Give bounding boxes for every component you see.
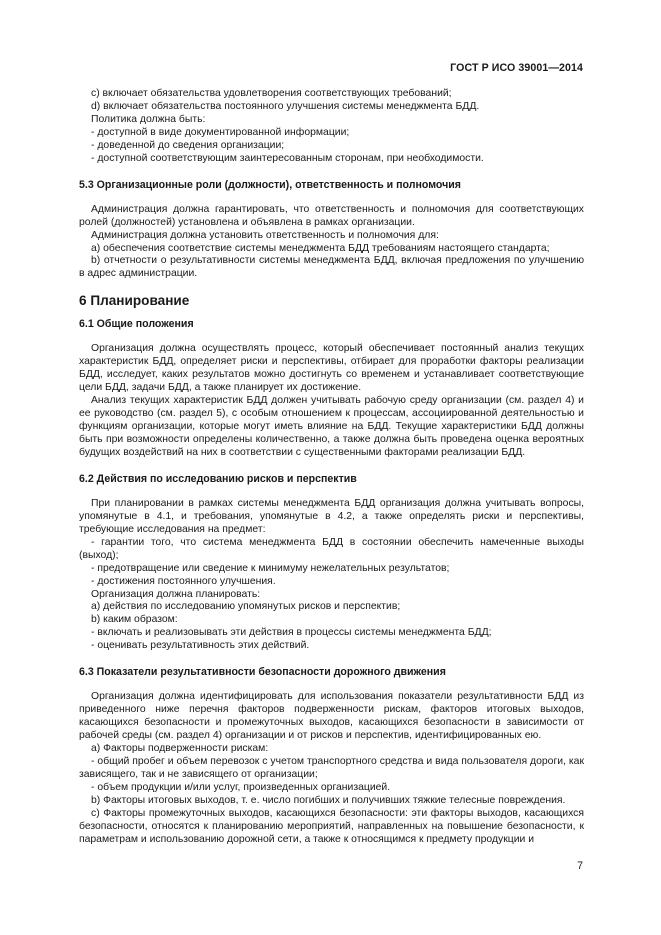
paragraph: Администрация должна установить ответственность и полномочия для:	[91, 229, 439, 241]
paragraph: а) действия по исследованию упомянутых рисков и перспектив;	[91, 601, 401, 613]
paragraph: а) обеспечения соответствие системы менеджмента БДД требованиям настоящего стандарта;	[91, 242, 550, 254]
paragraph: - достижения постоянного улучшения.	[91, 575, 276, 587]
paragraph: b) Факторы итоговых выходов, т. е. число погибших и получивших тяжкие телесные повреждения.	[91, 794, 566, 806]
paragraph: - общий пробег и объем перевозок с учетом транспортного средства и вида пользователя дороги, как зависящего, так и не зависящего от организации;	[79, 755, 584, 780]
page-number: 7	[577, 860, 583, 872]
list-item: Политика должна быть:	[91, 113, 206, 125]
paragraph: Организация должна осуществлять процесс, который обеспечивает постоянный анализ текущих характеристик БДД, определяет риски и перспективы, отбирает для проработки факторы реализации БДД, исследует, каких результатов можно достигнуть со временем и устанавливает соответствующие цели БДД, задачи БДД, а также планирует их достижение.	[79, 343, 584, 394]
document-header: ГОСТ Р ИСО 39001—2014	[450, 62, 583, 74]
paragraph: Организация должна планировать:	[91, 588, 261, 600]
section-6-1-heading: 6.1 Общие положения	[79, 318, 194, 331]
section-6-heading: 6 Планирование	[79, 293, 190, 309]
list-item: d) включает обязательства постоянного улучшения системы менеджмента БДД.	[91, 100, 480, 112]
paragraph: Администрация должна гарантировать, что ответственность и полномочия для соответствующих ролей (должностей) установлена и объявлена в рамках организации.	[79, 203, 584, 228]
paragraph: - гарантии того, что система менеджмента БДД в состоянии обеспечить намеченные выходы (выход);	[79, 536, 584, 561]
policy-list	[79, 88, 584, 166]
paragraph: c) Факторы промежуточных выходов, касающихся безопасности: эти факторы выходов, касающихся безопасности, относятся к планированию мероприятий, направленных на повышение безопасности, к параметрам и использованию дорожной сети, а также к относящимся к предмету продукции и	[79, 807, 584, 845]
section-6-2-heading: 6.2 Действия по исследованию рисков и перспектив	[79, 472, 357, 485]
paragraph: - включать и реализовывать эти действия в процессы системы менеджмента БДД;	[91, 627, 492, 639]
paragraph: При планировании в рамках системы менеджмента БДД организация должна учитывать вопросы, упомянутые в 4.1, и требования, упомянутые в 4.2, а также определять риски и перспективы, требующие исследования на предмет:	[79, 497, 584, 535]
list-item: c) включает обязательства удовлетворения соответствующих требований;	[91, 88, 452, 99]
section-5-3-heading: 5.3 Организационные роли (должности), ответственность и полномочия	[79, 178, 461, 191]
paragraph: - оценивать результативность этих действий.	[91, 640, 310, 652]
paragraph: Анализ текущих характеристик БДД должен учитывать рабочую среду организации (см. раздел 4) и ее руководство (см. раздел 5), с особым отношением к процессам, ассоциированной деятельностью и функциям организации, которые могут иметь влияние на БДД. Текущие характеристики БДД должны быть при возможности определены количественно, а также должна быть проведена оценка вероятных будущих воздействий на них в соответствии с существенными факторами реализации БДД.	[79, 395, 584, 458]
document-body	[79, 88, 584, 847]
section-6-3-heading: 6.3 Показатели результативности безопасности дорожного движения	[79, 666, 446, 679]
paragraph: b) каким образом:	[91, 614, 178, 626]
list-item: - доступной соответствующим заинтересованным сторонам, при необходимости.	[91, 152, 484, 164]
paragraph: Организация должна идентифицировать для использования показатели результативности БДД из приведенного ниже перечня факторов подверженности рискам, факторов итоговых выходов, касающихся безопасности и промежуточных выходов, касающихся безопасности в зависимости от рабочей среды (см. раздел 4) организации и от рисков и перспектив, идентифицированных ею.	[79, 691, 584, 742]
paragraph: а) Факторы подверженности рискам:	[91, 743, 269, 755]
paragraph: - объем продукции и/или услуг, произведенных организацией.	[91, 781, 391, 793]
paragraph: - предотвращение или сведение к минимуму нежелательных результатов;	[91, 562, 450, 574]
list-item: - доступной в виде документированной информации;	[91, 126, 350, 138]
list-item: - доведенной до сведения организации;	[91, 139, 285, 151]
paragraph: b) отчетности о результативности системы менеджмента БДД, включая предложения по улучшению в адрес администрации.	[79, 255, 584, 280]
